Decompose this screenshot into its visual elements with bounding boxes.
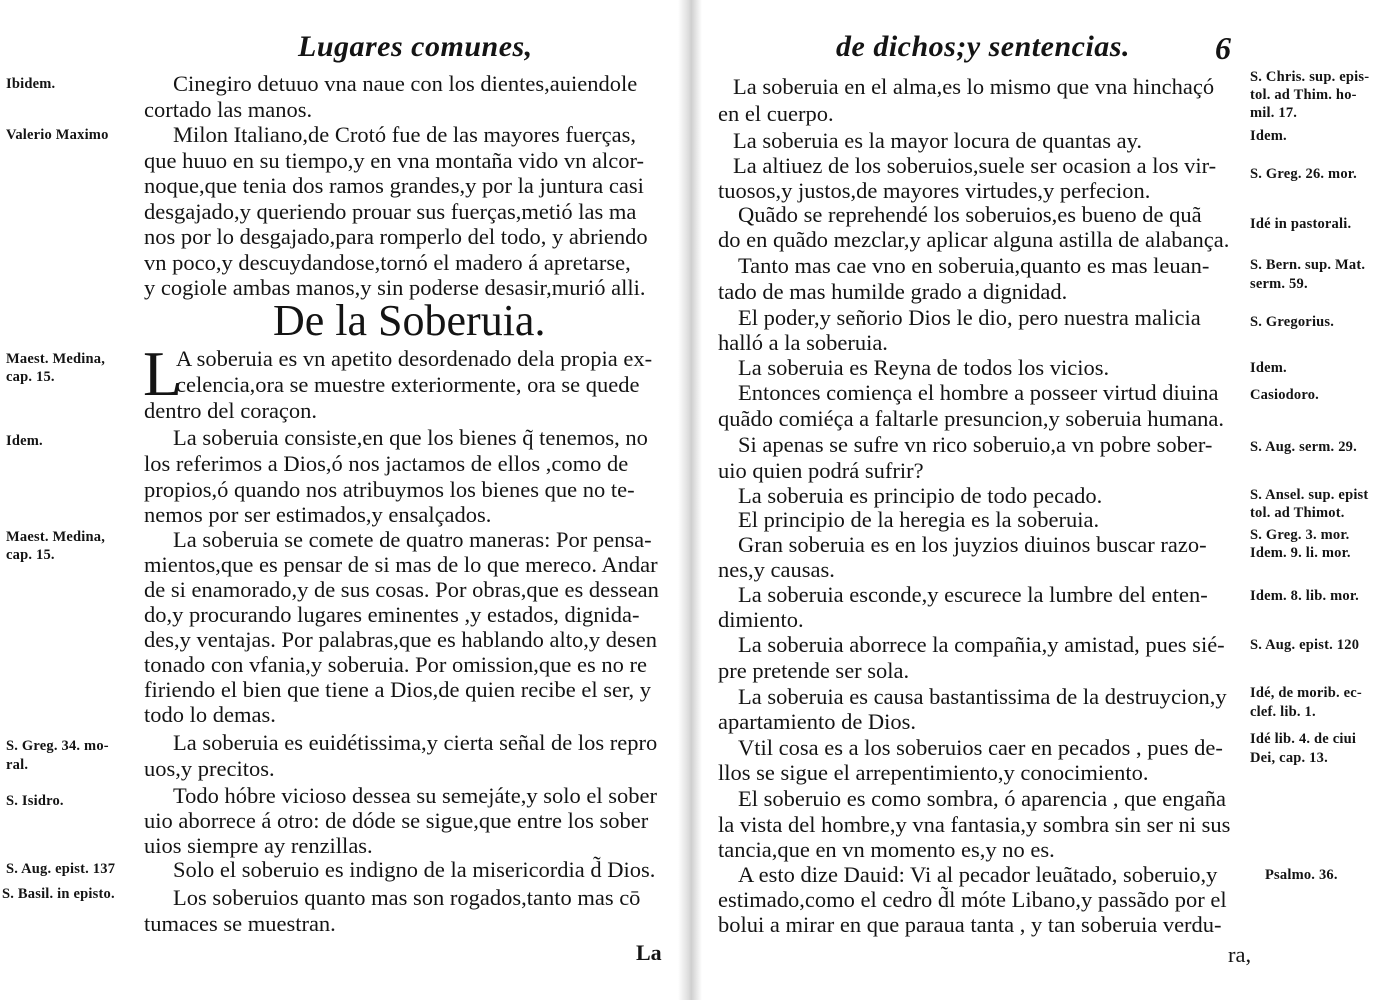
left-text-line: uio aborrece á otro: de dóde se sigue,que entre los sober — [144, 808, 649, 833]
left-text-line: los referimos a Dios,ó nos jactamos de ellos ,como de — [144, 451, 629, 476]
right-text-line: bolui a mirar en que paraua tanta , y tan soberuia verdu- — [718, 912, 1222, 937]
right-text-line: La soberuia es causa bastantissima de la destruycion,y — [738, 684, 1227, 709]
right-text-line: La soberuia esconde,y escurece la lumbre del enten- — [738, 582, 1208, 607]
right-running-head: de dichos;y sentencias. — [836, 30, 1130, 63]
right-text-line: llos se sigue el arrepentimiento,y conocimiento. — [718, 760, 1149, 785]
left-text-line: Cinegiro detuuo vna naue con los dientes,auiendole — [173, 71, 638, 96]
margin-note: S. Greg. 26. mor. — [1250, 166, 1357, 182]
margin-note: S. Gregorius. — [1250, 314, 1335, 330]
margin-note: Idem. 8. lib. mor. — [1250, 588, 1360, 604]
page-number: 6 — [1215, 30, 1231, 66]
right-text-line: Entonces comiença el hombre a posseer virtud diuina — [738, 380, 1219, 405]
margin-note: tol. ad Thim. ho- — [1250, 87, 1357, 103]
margin-note: cap. 15. — [6, 369, 55, 385]
left-text-line: La soberuia es euidétissima,y cierta señal de los repro — [173, 730, 658, 755]
right-text-line: uio quien podrá sufrir? — [718, 458, 924, 483]
left-text-line: firiendo el bien que tiene a Dios,de quien recibe el ser, y — [144, 677, 652, 702]
left-running-head: Lugares comunes, — [298, 30, 533, 63]
right-text-line: Tanto mas cae vno en soberuia,quanto es mas leuan- — [738, 253, 1210, 278]
margin-note: Idem. — [6, 433, 43, 449]
left-text-line: tumaces se muestran. — [144, 911, 336, 936]
right-text-line: La soberuia en el alma,es lo mismo que vna hinchaçó — [733, 74, 1215, 99]
catchword: La — [636, 940, 662, 965]
right-text-line: Quãdo se reprehendé los soberuios,es bueno de quã — [738, 202, 1202, 227]
right-text-line: El principio de la heregia es la soberuia. — [738, 507, 1100, 532]
left-text-line: La soberuia se comete de quatro maneras: Por pensa- — [173, 527, 652, 552]
right-text-line: la vista del hombre,y vna fantasia,y sombra sin ser ni sus — [718, 812, 1231, 837]
right-text-line: apartamiento de Dios. — [718, 709, 917, 734]
right-text-line: halló a la soberuia. — [718, 330, 888, 355]
left-text-line: des,y ventajas. Por palabras,que es hablando alto,y desen — [144, 627, 657, 652]
left-text-line: Solo el soberuio es indigno de la misericordia d̃ Dios. — [173, 857, 656, 882]
left-text-line: celencia,ora se muestre exteriormente, ora se quede — [176, 372, 640, 397]
left-text-line: Todo hóbre vicioso dessea su semejáte,y solo el sober — [173, 783, 657, 808]
margin-note: S. Ansel. sup. epist — [1250, 487, 1369, 503]
left-text-line: desgajado,y queriendo prouar sus fuerças,metió las ma — [144, 199, 637, 224]
left-text-line: que huuo en su tiempo,y en vna montaña vido vn alcor- — [144, 148, 645, 173]
margin-note: S. Basil. in episto. — [2, 886, 115, 902]
left-text-line: y cogiole ambas manos,y sin poderse desasir,murió alli. — [144, 275, 646, 300]
margin-note: S. Bern. sup. Mat. — [1250, 257, 1366, 273]
right-text-line: pre pretende ser sola. — [718, 658, 910, 683]
right-text-line: dimiento. — [718, 607, 804, 632]
left-text-line: nos por lo desgajado,para romperlo del todo, y abriendo — [144, 224, 648, 249]
right-text-line: El soberuio es como sombra, ó aparencia , que engaña — [738, 786, 1226, 811]
margin-note: Psalmo. 36. — [1265, 867, 1338, 883]
right-text-line: La soberuia aborrece la compañia,y amistad, pues sié- — [738, 632, 1225, 657]
right-text-line: Gran soberuia es en los juyzios diuinos buscar razo- — [738, 532, 1207, 557]
right-text-line: quãdo comiéça a faltarle presuncion,y soberuia humana. — [718, 406, 1225, 431]
margin-note: mil. 17. — [1250, 105, 1298, 121]
margin-note: tol. ad Thimot. — [1250, 505, 1345, 521]
left-text-line: cortado las manos. — [144, 97, 313, 122]
margin-note: S. Isidro. — [6, 793, 64, 809]
margin-note: Ibidem. — [6, 76, 56, 92]
margin-note: S. Aug. serm. 29. — [1250, 439, 1357, 455]
right-text-line: La soberuia es Reyna de todos los vicios. — [738, 355, 1110, 380]
left-text-line: propios,ó quando nos atribuymos los bienes que no te- — [144, 477, 635, 502]
right-text-line: El poder,y señorio Dios le dio, pero nuestra malicia — [738, 305, 1201, 330]
left-text-line: noque,que tenia dos ramos grandes,y por la juntura casi — [144, 173, 644, 198]
margin-note: clef. lib. 1. — [1250, 704, 1316, 720]
right-text-line: Si apenas se sufre vn rico soberuio,a vn pobre sober- — [738, 432, 1213, 457]
margin-note: Idé lib. 4. de ciui — [1250, 731, 1357, 747]
margin-note: Dei, cap. 13. — [1250, 750, 1328, 766]
margin-note: Casiodoro. — [1250, 387, 1320, 403]
right-text-line: en el cuerpo. — [718, 101, 834, 126]
left-text-line: mientos,que es pensar de si mas de lo que mereco. Andar — [144, 552, 658, 577]
margin-note: cap. 15. — [6, 547, 55, 563]
right-text-line: tancia,que en vn momento es,y no es. — [718, 837, 1055, 862]
right-text-line: La altiuez de los soberuios,suele ser ocasion a los vir- — [733, 153, 1217, 178]
margin-note: S. Greg. 3. mor. — [1250, 527, 1350, 543]
book-gutter — [678, 0, 702, 1000]
left-text-line: do,y procurando lugares eminentes ,y estados, dignida- — [144, 602, 640, 627]
margin-note: S. Aug. epist. 137 — [6, 861, 116, 877]
margin-note: Valerio Maximo — [6, 127, 109, 143]
margin-note: Maest. Medina, — [6, 351, 106, 367]
left-text-line: nemos por ser estimados,y ensalçados. — [144, 502, 492, 527]
margin-note: Idem. — [1250, 128, 1287, 144]
right-text-line: A esto dize Dauid: Vi al pecador leuãtado, soberuio,y — [738, 862, 1218, 887]
right-text-line: do en quãdo mezclar,y aplicar alguna astilla de alabança. — [718, 227, 1230, 252]
right-text-line: La soberuia es principio de todo pecado. — [738, 483, 1103, 508]
left-text-line: de si enamorado,y de sus cosas. Por obras,que es dessean — [144, 577, 659, 602]
left-text-line: Milon Italiano,de Crotó fue de las mayores fuerças, — [173, 122, 636, 147]
left-text-line: tonado con vfania,y soberuia. Por omission,que es no re — [144, 652, 648, 677]
left-text-line: La soberuia consiste,en que los bienes q̃ tenemos, no — [173, 425, 648, 450]
left-text-line: uios siempre ay renzillas. — [144, 833, 373, 858]
left-text-line: todo lo demas. — [144, 702, 276, 727]
margin-note: S. Chris. sup. epis- — [1250, 69, 1370, 85]
drop-cap: L — [143, 338, 183, 409]
left-text-line: vn poco,y descuydandose,tornó el madero á apretarse, — [144, 250, 631, 275]
margin-note: ral. — [6, 757, 29, 773]
margin-note: S. Aug. epist. 120 — [1250, 637, 1360, 653]
margin-note: Idé in pastorali. — [1250, 216, 1352, 232]
section-title: De la Soberuia. — [273, 296, 546, 345]
right-text-line: Vtil cosa es a los soberuios caer en pecados , pues de- — [738, 735, 1223, 760]
right-text-line: tuosos,y justos,de mayores virtudes,y perfecion. — [718, 178, 1151, 203]
margin-note: Idé, de morib. ec- — [1250, 685, 1362, 701]
right-text-line: La soberuia es la mayor locura de quantas ay. — [733, 128, 1142, 153]
left-text-line: A soberuia es vn apetito desordenado dela propia ex- — [176, 346, 653, 371]
margin-note: S. Greg. 34. mo- — [6, 738, 109, 754]
right-text-line: nes,y causas. — [718, 557, 835, 582]
margin-note: Idem. — [1250, 360, 1287, 376]
right-text-line: tado de mas humilde grado a dignidad. — [718, 279, 1068, 304]
right-text-line: estimado,como el cedro d̃l móte Libano,y passãdo por el — [718, 887, 1227, 912]
right-text-line: ra, — [1228, 942, 1252, 967]
left-text-line: Los soberuios quanto mas son rogados,tanto mas cō — [173, 885, 641, 910]
margin-note: serm. 59. — [1250, 276, 1308, 292]
margin-note: Maest. Medina, — [6, 529, 106, 545]
left-page — [0, 0, 680, 1000]
margin-note: Idem. 9. li. mor. — [1250, 545, 1351, 561]
right-page — [700, 0, 1392, 1000]
left-text-line: uos,y precitos. — [144, 756, 275, 781]
left-text-line: dentro del coraçon. — [144, 398, 318, 423]
